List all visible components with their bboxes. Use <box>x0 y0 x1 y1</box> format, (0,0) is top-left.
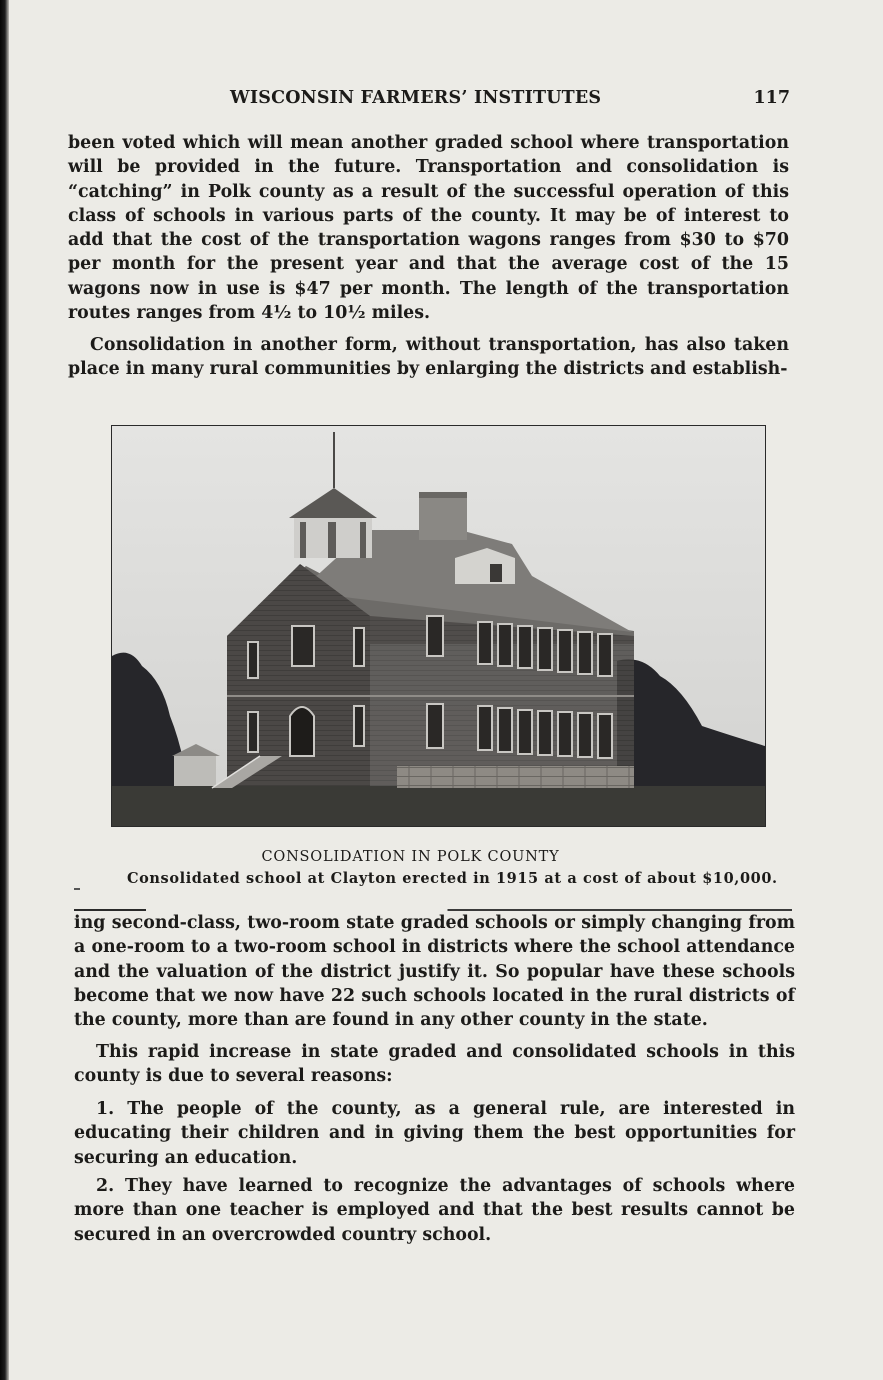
numbered-reason-1: 1. The people of the county, as a general rule, are interested in educating their children and in giving them the best opportunities for securing an education. <box>74 1099 795 1168</box>
page-number: 117 <box>753 88 790 108</box>
body-paragraph-3: ing second-class, two-room state graded schools or simply changing from a one-room to a two-room school in districts where the school attendance and the valuation of the district justify it. So popular have these schools become that we now have 22 such schools located in the rural districts of the county, more than are found in any other county in the state. <box>74 913 795 1031</box>
running-title: WISCONSIN FARMERS’ INSTITUTES <box>230 88 602 108</box>
body-paragraph-4: This rapid increase in state graded and consolidated schools in this county is due to several reasons: <box>74 1042 795 1087</box>
body-paragraph-2: Consolidation in another form, without transportation, has also taken place in many rural communities by enlarging the districts and establish- <box>68 335 789 380</box>
schoolhouse-photograph <box>111 425 766 827</box>
body-paragraph-1: been voted which will mean another graded school where transportation will be provided in the future. Transportation and consolidation is “catching” in Polk county as a result of the successful operation of this class of schools in various parts of the county. It may be of interest to add that the cost of the transportation wagons ranges from $30 to $70 per month for the present year and that the average cost of the 15 wagons now in use is $47 per month. The length of the transportation routes ranges from 4½ to 10½ miles. <box>68 133 789 324</box>
running-header <box>68 88 790 116</box>
figure-caption-subtitle: Consolidated school at Clayton erected in 1915 at a cost of about $10,000. <box>127 870 778 887</box>
margin-mark <box>74 888 80 890</box>
numbered-reason-2: 2. They have learned to recognize the advantages of schools where more than one teacher is employed and that the best results cannot be secured in an overcrowded country school. <box>74 1176 795 1245</box>
figure-caption-title: CONSOLIDATION IN POLK COUNTY <box>261 849 560 865</box>
page-binding-edge <box>0 0 9 1380</box>
